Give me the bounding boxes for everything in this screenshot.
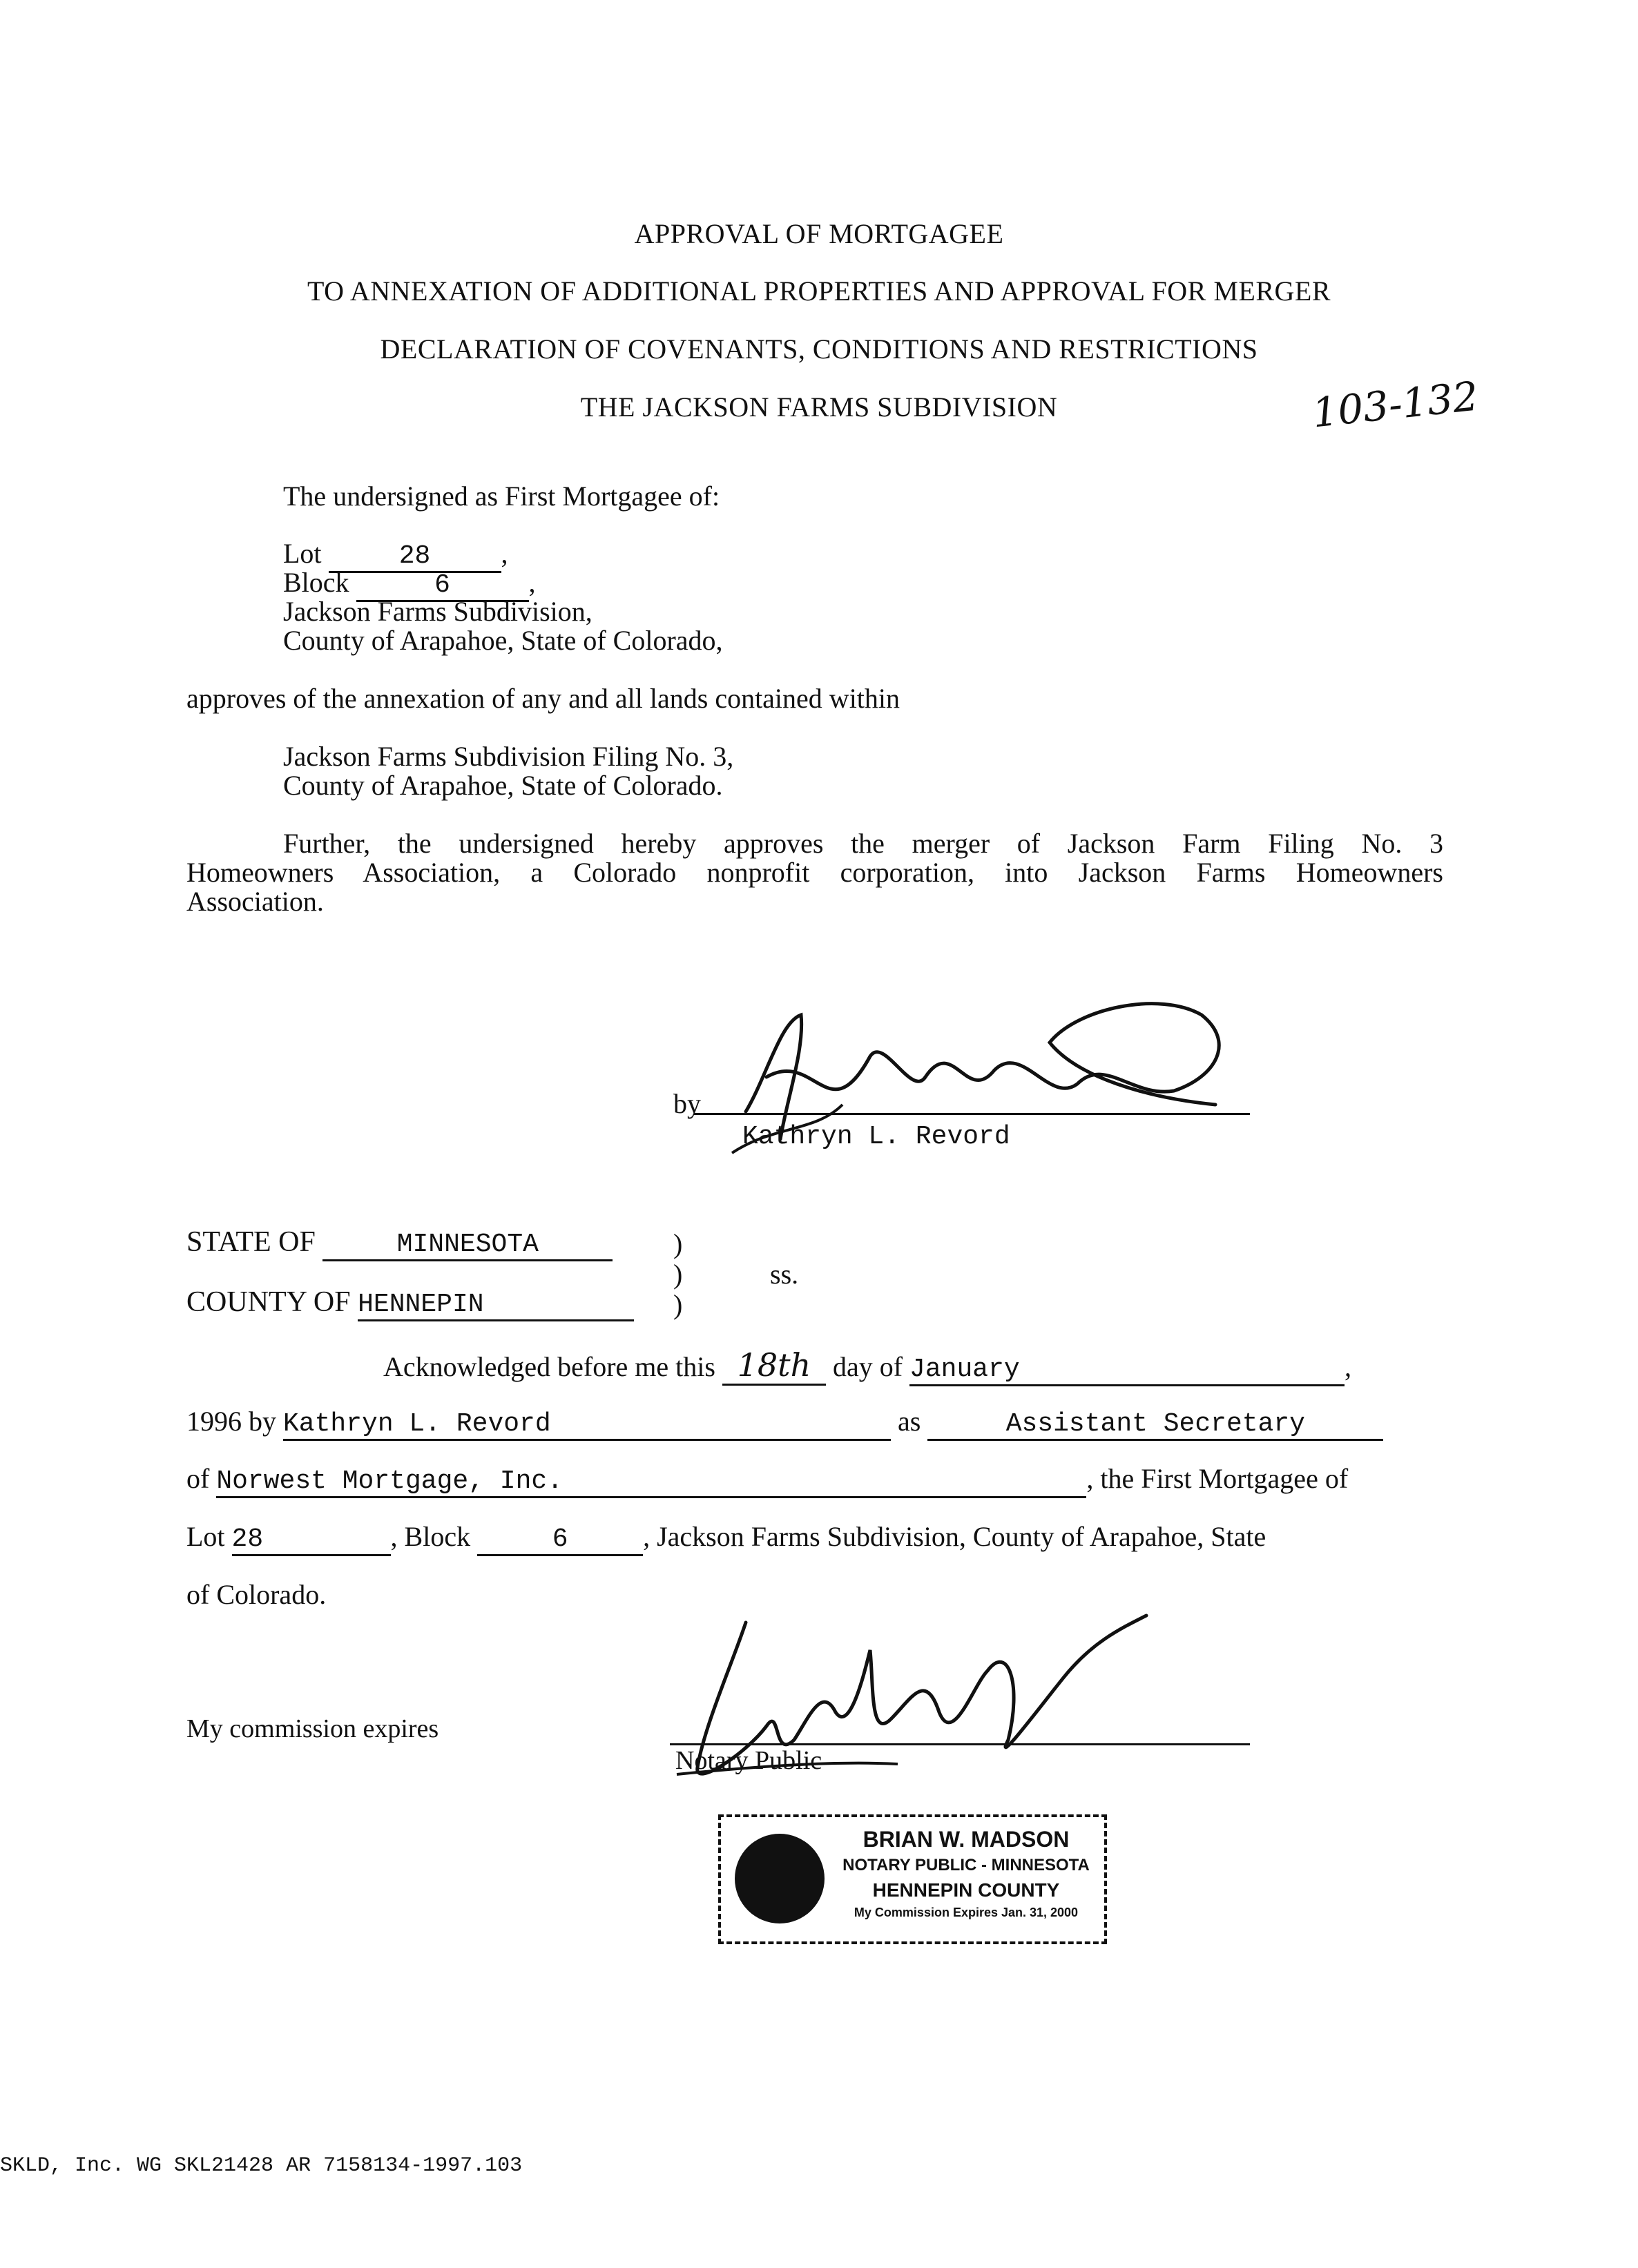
- ack-name: Kathryn L. Revord: [283, 1409, 891, 1441]
- ack-line-3: [186, 1462, 1348, 1498]
- stamp-expiry: My Commission Expires Jan. 31, 2000: [854, 1906, 1079, 1919]
- ack-day: 18th: [722, 1346, 826, 1386]
- further-line-3: Association.: [186, 886, 324, 917]
- approval-text: approves of the annexation of any and all lands contained within: [186, 683, 900, 714]
- ack-last-line: of Colorado.: [186, 1579, 327, 1610]
- signer-name: Kathryn L. Revord: [742, 1122, 1010, 1152]
- intro-subdivision: Jackson Farms Subdivision,: [283, 596, 592, 627]
- ack-intro: Acknowledged before me this: [383, 1351, 715, 1382]
- approval-filing: Jackson Farms Subdivision Filing No. 3,: [283, 741, 734, 772]
- ack-year-prefix: 199: [186, 1406, 228, 1437]
- state-label: STATE OF: [186, 1226, 316, 1258]
- document-title: APPROVAL OF MORTGAGEE: [634, 218, 1004, 249]
- notary-seal-icon: [735, 1834, 825, 1923]
- ack-month: January: [909, 1355, 1345, 1386]
- signature-by-label: by: [673, 1088, 701, 1119]
- commission-label: My commission expires: [186, 1714, 439, 1743]
- block-value: 6: [356, 570, 529, 602]
- ack-line-1: Acknowledged before me this 18th day of January ,: [383, 1346, 1351, 1386]
- ack-tail: , Jackson Farms Subdivision, County of Arapahoe, State: [643, 1521, 1266, 1552]
- ack-as: as: [898, 1406, 921, 1437]
- document-subtitle: TO ANNEXATION OF ADDITIONAL PROPERTIES AND APPROVAL FOR MERGER: [307, 275, 1331, 307]
- ack-line-2: [186, 1405, 1383, 1441]
- handwritten-reference-number: 103-132: [1310, 372, 1481, 437]
- stamp-county: HENNEPIN COUNTY: [872, 1879, 1060, 1901]
- handwritten-signature-mortgagee: [663, 994, 1271, 1201]
- lot-value: 28: [329, 541, 501, 573]
- ack-of: of: [186, 1463, 210, 1494]
- signature-line: [694, 1113, 1250, 1115]
- block-label: Block: [283, 567, 349, 598]
- approval-county-state: County of Arapahoe, State of Colorado.: [283, 770, 723, 801]
- bracket-1: ): [673, 1228, 683, 1259]
- ack-lot-label: Lot: [186, 1521, 225, 1552]
- ss-label: ss.: [770, 1259, 799, 1290]
- footer-reference: SKLD, Inc. WG SKL21428 AR 7158134-1997.103: [0, 2154, 523, 2178]
- stamp-name: BRIAN W. MADSON: [863, 1827, 1070, 1852]
- ack-line-4: [186, 1520, 1266, 1556]
- ack-company: Norwest Mortgage, Inc.: [216, 1466, 1086, 1498]
- subdivision-title: THE JACKSON FARMS SUBDIVISION: [580, 391, 1058, 423]
- intro-block-line: Block 6 ,: [283, 566, 536, 602]
- ack-by: by: [249, 1406, 276, 1437]
- ack-year-suffix: 6: [228, 1406, 242, 1437]
- county-line: [186, 1286, 634, 1321]
- ack-block-label: , Block: [390, 1521, 471, 1552]
- lot-label: Lot: [283, 538, 322, 569]
- further-line-1: Further, the undersigned hereby approves the merger of Jackson Farm Filing No. 3: [283, 828, 1443, 859]
- bracket-3: ): [673, 1289, 683, 1320]
- declaration-title: DECLARATION OF COVENANTS, CONDITIONS AND RESTRICTIONS: [380, 333, 1258, 365]
- state-value: MINNESOTA: [322, 1230, 613, 1261]
- further-line-2: Homeowners Association, a Colorado nonprofit corporation, into Jackson Farms Homeowners: [186, 857, 1443, 888]
- intro-lead: The undersigned as First Mortgagee of:: [283, 481, 720, 512]
- stamp-state: NOTARY PUBLIC - MINNESOTA: [842, 1856, 1090, 1874]
- state-line: [186, 1225, 613, 1261]
- notary-stamp: [718, 1814, 1107, 1944]
- ack-lot-value: 28: [232, 1524, 391, 1556]
- ack-block-value: 6: [477, 1524, 643, 1556]
- intro-county-state: County of Arapahoe, State of Colorado,: [283, 625, 723, 656]
- ack-first-mortgagee: , the First Mortgagee of: [1086, 1463, 1349, 1494]
- county-value: HENNEPIN: [358, 1290, 634, 1321]
- ack-day-of: day of: [832, 1351, 903, 1382]
- intro-lot-line: Lot 28 ,: [283, 537, 508, 573]
- notary-public-label: Notary Public: [675, 1746, 822, 1775]
- county-label: COUNTY OF: [186, 1286, 351, 1318]
- bracket-2: ): [673, 1259, 683, 1290]
- ack-title: Assistant Secretary: [927, 1409, 1383, 1441]
